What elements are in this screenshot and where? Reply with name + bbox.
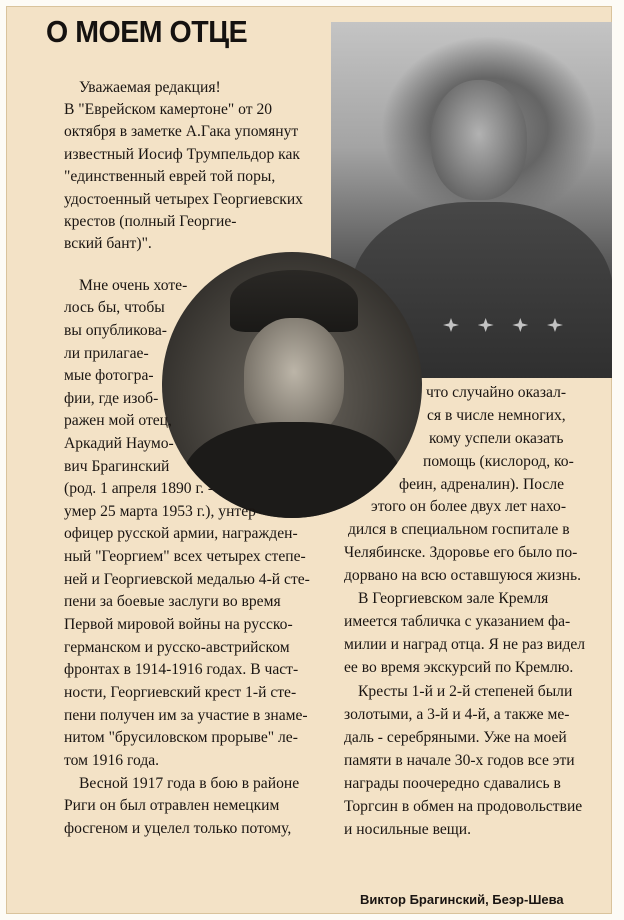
- text-line: Уважаемая редакция!: [79, 79, 221, 96]
- text-line: ный "Георгием" всех четырех степе-: [64, 548, 306, 565]
- text-line: том 1916 года.: [64, 752, 160, 769]
- text-line: кому успели оказать: [429, 430, 564, 447]
- text-line: Риги он был отравлен немецким: [64, 797, 280, 814]
- text-line: вич Брагинский: [64, 458, 170, 475]
- text-line: мые фотогра-: [64, 367, 154, 384]
- photo-figure-face: [244, 318, 344, 438]
- text-line: Мне очень хоте-: [79, 277, 188, 294]
- medals-icon: [443, 318, 563, 332]
- text-line: известный Иосиф Трумпельдор как: [64, 146, 301, 163]
- text-line: германском и русско-австрийском: [64, 639, 290, 656]
- text-line: Весной 1917 года в бою в районе: [79, 775, 300, 792]
- text-line: имеется табличка с указанием фа-: [344, 613, 571, 630]
- text-line: дорвано на всю оставшуюся жизнь.: [344, 567, 582, 584]
- text-line: ее во время экскурсий по Кремлю.: [344, 659, 574, 676]
- article-title: О МОЕМ ОТЦЕ: [46, 14, 248, 49]
- text-line: фронтах в 1914-1916 годах. В част-: [64, 661, 299, 678]
- text-line: крестов (полный Георгие-: [64, 213, 237, 230]
- text-line: Аркадий Наумо-: [64, 435, 174, 452]
- text-line: что случайно оказал-: [426, 384, 567, 401]
- text-line: Челябинске. Здоровье его было по-: [344, 544, 578, 561]
- text-line: золотыми, а 3-й и 4-й, а также ме-: [344, 706, 570, 723]
- text-line: Торгсин в обмен на продовольствие: [344, 798, 583, 815]
- text-line: вский бант)".: [64, 235, 152, 252]
- text-line: лось бы, чтобы: [64, 299, 165, 316]
- text-line: и носильные вещи.: [344, 821, 472, 838]
- text-line: ности, Георгиевский крест 1-й сте-: [64, 684, 297, 701]
- text-line: ней и Георгиевской медалью 4-й сте-: [64, 571, 310, 588]
- text-line: ли прилагае-: [64, 345, 149, 362]
- text-line: Первой мировой войны на русско-: [64, 616, 293, 633]
- text-line: (род. 1 апреля 1890 г. -: [64, 480, 214, 497]
- text-line: октября в заметке А.Гака упомянут: [64, 123, 299, 140]
- text-line: Кресты 1-й и 2-й степеней были: [358, 683, 573, 700]
- text-line: удостоенный четырех Георгиевских: [64, 191, 303, 208]
- text-line: В "Еврейском камертоне" от 20: [64, 101, 273, 118]
- text-line: вы опубликова-: [64, 322, 167, 339]
- text-line: офицер русской армии, награжден-: [64, 525, 298, 542]
- text-line: пени получен им за участие в знаме-: [64, 707, 308, 724]
- text-line: ся в числе немногих,: [427, 407, 566, 424]
- text-line: даль - серебряными. Уже на моей: [344, 729, 567, 746]
- text-line: ражен мой отец,: [64, 412, 172, 429]
- byline: Виктор Брагинский, Беэр-Шева: [360, 892, 564, 907]
- text-line: умер 25 марта 1953 г.), унтер-: [64, 503, 262, 520]
- text-line: награды поочередно сдавались в: [344, 775, 561, 792]
- text-line: фии, где изоб-: [64, 390, 159, 407]
- text-line: этого он более двух лет нахо-: [371, 498, 567, 515]
- newspaper-clipping: [6, 6, 612, 914]
- text-line: помощь (кислород, ко-: [423, 453, 574, 470]
- text-line: нитом "брусиловском прорыве" ле-: [64, 729, 298, 746]
- text-line: дился в специальном госпитале в: [348, 521, 570, 538]
- text-line: милии и наград отца. Я не раз видел: [344, 636, 586, 653]
- text-line: памяти в начале 30-х годов все эти: [344, 752, 575, 769]
- photo-figure-head: [431, 80, 527, 200]
- text-line: фосгеном и уцелел только потому,: [64, 820, 292, 837]
- text-line: "единственный еврей той поры,: [64, 168, 276, 185]
- text-line: феин, адреналин). После: [399, 476, 565, 493]
- text-line: В Георгиевском зале Кремля: [358, 590, 549, 607]
- text-line: пени за боевые заслуги во время: [64, 593, 281, 610]
